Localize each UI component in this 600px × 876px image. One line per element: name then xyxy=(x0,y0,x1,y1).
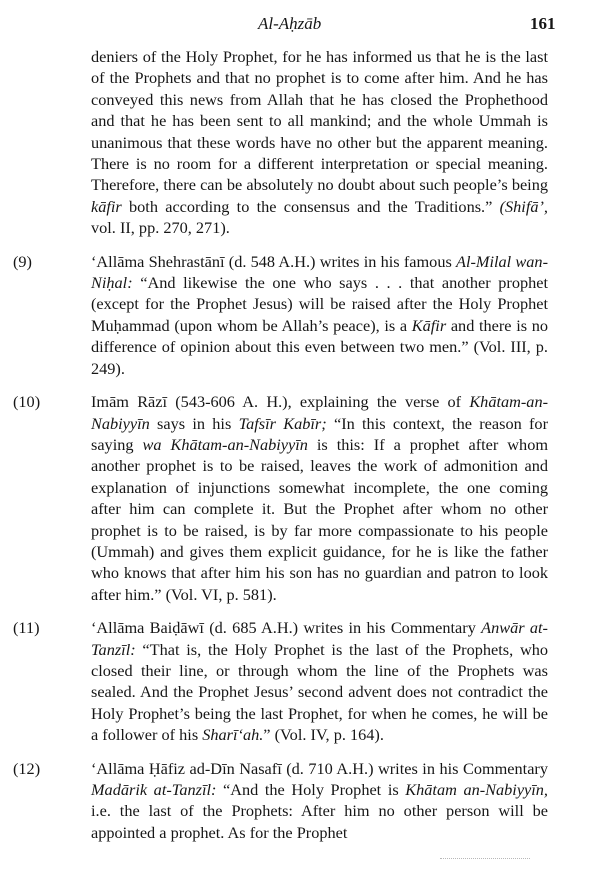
text-run: Imām Rāzī (543-606 A. H.), explaining the verse of xyxy=(91,392,470,412)
scan-artifact xyxy=(440,858,530,861)
text-run: i.e. the last of the Prophets: After him no other person will be appointed a prophet. As for the Prophet xyxy=(91,801,548,842)
book-title: Madārik at-Tanzīl: xyxy=(91,780,217,799)
item-text xyxy=(91,617,548,745)
italic-term: Kāfir xyxy=(411,315,447,335)
running-header xyxy=(0,14,600,38)
text-run: “And likewise the one who says . . . that another prophet (except for the Prophet Jesus) will be raised after the Holy Prophet Muḥammad (upon whom be Allah’s peace), is a xyxy=(91,273,548,335)
item-number: (9) xyxy=(13,251,32,271)
text-run: is this: If a prophet after whom another prophet is to be raised, leaves the work of admonition and explanation of injunctions somewhat incomplete, the one coming after him can complete it. But the Prophet after whom no other prophet is to be raised, is by far more compassionate to his people (Ummah) and gives them explicit guidance, for he is like the father who knows that after him his son has no guardian and patron to look after him.” (Vol. VI, p. 581). xyxy=(91,434,548,604)
continued-paragraph xyxy=(91,46,548,239)
text-run: says in his xyxy=(149,413,239,433)
item-number: (10) xyxy=(13,392,41,412)
text-run: ‘Allāma Ḥāfiz ad-Dīn Nasafī (d. 710 A.H.) writes in his Commentary xyxy=(91,758,548,778)
citation-title: (Shifā’, xyxy=(499,196,548,216)
item-number: (11) xyxy=(13,618,40,638)
page-body xyxy=(0,46,600,843)
book-title: Al-Milal wan-Niḥal: xyxy=(91,251,548,293)
numbered-item-11 xyxy=(0,617,600,745)
numbered-item-9 xyxy=(0,251,600,379)
text-run: ‘Allāma Baiḍāwī (d. 685 A.H.) writes in his Commentary xyxy=(91,618,482,638)
text-run: “That is, the Holy Prophet is the last of the Prophets, who closed their line, or through whom the line of the Prophets was sealed. And the Prophet Jesus’ second advent does not contradict the Holy Prophet’s being the last Prophet, for when he comes, he will be a follower of his xyxy=(91,639,548,745)
numbered-item-12 xyxy=(0,758,600,844)
text-run: vol. II, pp. 270, 271). xyxy=(91,218,230,238)
italic-term: kāfir xyxy=(91,196,122,216)
text-run: ” (Vol. IV, p. 164). xyxy=(263,725,384,745)
text-run: ‘Allāma Shehrastānī (d. 548 A.H.) writes in his famous xyxy=(91,251,457,271)
italic-term: Khātam-an-Nabiyyīn xyxy=(91,392,548,433)
italic-term: Sharī‘ah. xyxy=(202,725,264,745)
italic-term: wa Khātam-an-Nabiyyīn xyxy=(142,434,308,454)
item-text xyxy=(91,758,548,844)
page-number: 161 xyxy=(530,14,556,33)
numbered-item-10 xyxy=(0,391,600,605)
text-run: “In this context, the reason for saying xyxy=(91,413,548,454)
running-title: Al-Aḥzāb xyxy=(258,14,322,33)
italic-term: Khātam an-Nabiyyīn, xyxy=(405,780,549,799)
item-text xyxy=(91,391,548,605)
book-title: Anwār at-Tanzīl: xyxy=(91,618,548,659)
text-run: “And the Holy Prophet is xyxy=(216,780,406,799)
item-number: (12) xyxy=(13,758,41,778)
text-run: deniers of the Holy Prophet, for he has informed us that he is the last of the Prophets and that no prophet is to come after him. And he has conveyed this news from Allah that he has closed the Prophethood and that he has been sent to all mankind; and the whole Ummah is unanimous that these words have no other but the apparent meaning. There is no room for a different interpretation or special meaning. Therefore, there can be absolutely no doubt about such people’s being xyxy=(91,47,548,195)
text-run: and there is no difference of opinion about this even between two men.” (Vol. III, p. 249). xyxy=(91,315,548,378)
book-title: Tafsīr Kabīr; xyxy=(238,413,327,433)
item-text xyxy=(91,251,548,379)
text-run: both according to the consensus and the Traditions.” xyxy=(121,196,500,216)
